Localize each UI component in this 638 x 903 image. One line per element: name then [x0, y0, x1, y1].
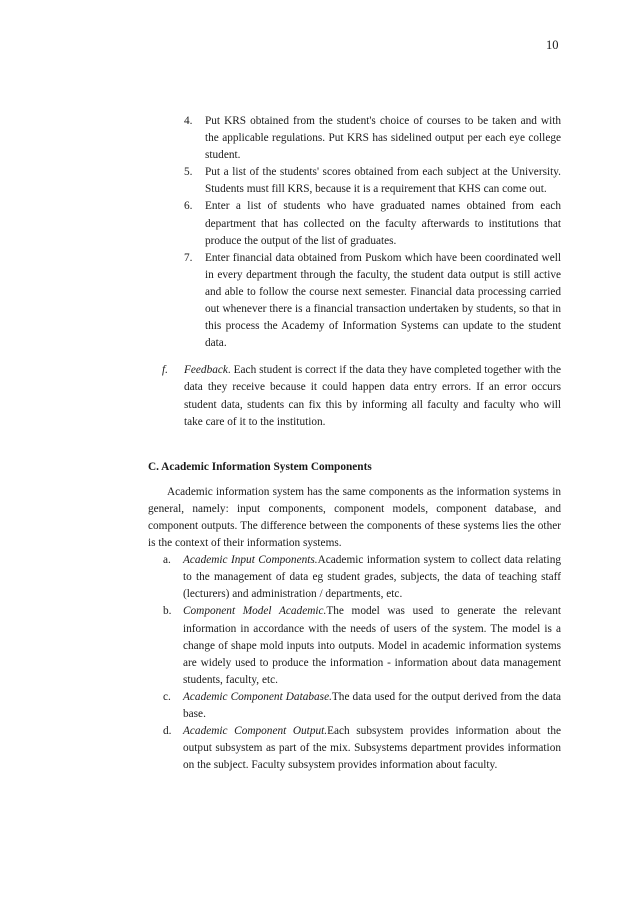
- feedback-item: [162, 362, 561, 430]
- component-list: [148, 552, 561, 774]
- list-item: [184, 250, 561, 353]
- component-label: b.: [163, 605, 172, 618]
- component-label: a.: [163, 554, 171, 567]
- section-paragraph: Academic information system has the same components as the information systems in general, namely: input components, component models, component database, and component outputs. The difference between the components of these systems lies the other is the context of their information systems.: [148, 485, 561, 550]
- list-item: [184, 164, 561, 198]
- component-text: [183, 723, 561, 774]
- list-text: Enter financial data obtained from Puskom which have been coordinated well in every department through the faculty, the student data output is still active and able to follow the course next semester. Financial data processing carried out whenever there is a financial transaction undertaken by students, so that in this process the Academy of Information Systems can update to the student data.: [205, 251, 561, 350]
- component-item: [163, 723, 561, 774]
- component-description: Academic information system to collect data relating to the management of data eg student grades, subjects, the data of teaching staff (lecturers) and administration / departments, etc.: [183, 554, 561, 601]
- component-description: Each subsystem provides information about the output subsystem as part of the mix. Subsystems department provides information on the subject. Faculty subsystem provides information about faculty.: [183, 725, 561, 772]
- component-text: [183, 603, 561, 688]
- list-number: 7.: [184, 251, 193, 264]
- component-text: [183, 552, 561, 603]
- list-text: Enter a list of students who have graduated names obtained from each department that has collected on the faculty afterwards to institutions that produce the output of the list of graduates.: [205, 200, 561, 247]
- component-description: The data used for the output derived from the data base.: [183, 690, 561, 720]
- feedback-text: [184, 362, 561, 430]
- section-heading: C. Academic Information System Components: [148, 460, 372, 473]
- list-number: 4.: [184, 115, 193, 127]
- numbered-list: [148, 113, 561, 352]
- component-term: Academic Input Components.: [183, 554, 318, 567]
- component-item: [163, 552, 561, 603]
- feedback-label: f.: [162, 364, 168, 377]
- list-text: Put KRS obtained from the student's choice of courses to be taken and with the applicable regulations. Put KRS has sidelined output per each eye college student.: [205, 115, 561, 162]
- component-label: c.: [163, 690, 171, 703]
- component-text: [183, 689, 561, 723]
- component-item: [163, 603, 561, 688]
- list-number: 6.: [184, 200, 193, 213]
- component-term: Academic Component Output.: [183, 725, 328, 738]
- document-body: [148, 113, 561, 774]
- component-item: [163, 689, 561, 723]
- list-item: [184, 113, 561, 164]
- component-term: Academic Component Database.: [183, 690, 332, 703]
- component-term: Component Model Academic.: [183, 605, 327, 618]
- feedback-description: . Each student is correct if the data they have completed together with the data they receive because it could happen data entry errors. If an error occurs student data, students can fix this by informing all faculty and faculty who will take care of it to the institution.: [184, 364, 561, 428]
- page-number: 10: [546, 38, 559, 52]
- feedback-term: Feedback: [184, 364, 228, 377]
- list-number: 5.: [184, 166, 193, 179]
- list-text: Put a list of the students' scores obtained from each subject at the University. Students must fill KRS, because it is a requirement that KHS can come out.: [205, 166, 561, 196]
- component-label: d.: [163, 725, 172, 738]
- component-description: The model was used to generate the relevant information in accordance with the needs of users of the system. The model is a change of shape mold inputs into outputs. Model in academic information systems are widely used to produce the information - information about data management students, faculty, etc.: [183, 605, 561, 686]
- list-item: [184, 198, 561, 249]
